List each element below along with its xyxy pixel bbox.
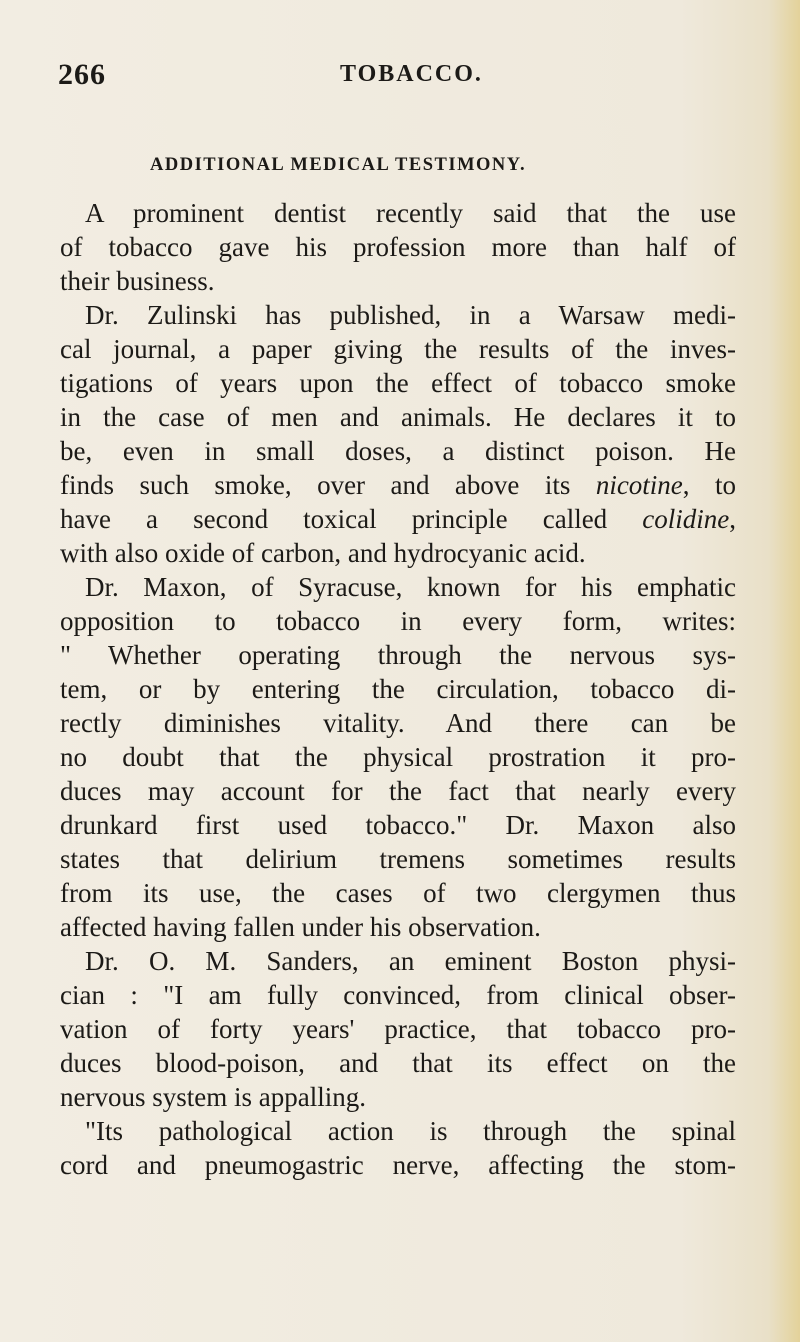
text-line: cord and pneumogastric nerve, affecting the stom-: [60, 1150, 736, 1180]
text-line: no doubt that the physical prostration it pro-: [60, 742, 736, 772]
text-line: finds such smoke, over and above its nicotine, to: [60, 470, 736, 500]
text-line: Dr. O. M. Sanders, an eminent Boston physi-: [85, 946, 736, 976]
text-line: be, even in small doses, a distinct poison. He: [60, 436, 736, 466]
page-number: 266: [58, 58, 106, 91]
italic-term: colidine: [642, 504, 730, 534]
text-line: nervous system is appalling.: [60, 1082, 366, 1112]
text-line: have a second toxical principle called colidine,: [60, 504, 736, 534]
text-line: drunkard first used tobacco." Dr. Maxon also: [60, 810, 736, 840]
text-line: states that delirium tremens sometimes results: [60, 844, 736, 874]
text-line: A prominent dentist recently said that the use: [85, 198, 736, 228]
italic-term: nicotine: [595, 470, 683, 500]
text-line: cal journal, a paper giving the results of the inves-: [60, 334, 736, 364]
text-line: tem, or by entering the circulation, tobacco di-: [60, 674, 736, 704]
text-line: with also oxide of carbon, and hydrocyanic acid.: [60, 538, 586, 568]
page-header: [58, 58, 738, 94]
text-line: vation of forty years' practice, that tobacco pro-: [60, 1014, 736, 1044]
running-head: TOBACCO.: [340, 61, 483, 87]
text-line: " Whether operating through the nervous sys-: [60, 640, 736, 670]
text-line: of tobacco gave his profession more than half of: [60, 232, 736, 262]
text-line: duces may account for the fact that nearly every: [60, 776, 736, 806]
text-line: from its use, the cases of two clergymen thus: [60, 878, 736, 908]
text-line: duces blood-poison, and that its effect on the: [60, 1048, 736, 1078]
text-line: Dr. Maxon, of Syracuse, known for his emphatic: [85, 572, 736, 602]
text-line: Dr. Zulinski has published, in a Warsaw medi-: [85, 300, 736, 330]
text-line: their business.: [60, 266, 215, 296]
text-line: "Its pathological action is through the spinal: [85, 1116, 736, 1146]
text-line: in the case of men and animals. He declares it to: [60, 402, 736, 432]
text-line: affected having fallen under his observation.: [60, 912, 541, 942]
text-line: tigations of years upon the effect of tobacco smoke: [60, 368, 736, 398]
text-line: cian : "I am fully convinced, from clinical obser-: [60, 980, 736, 1010]
section-title: ADDITIONAL MEDICAL TESTIMONY.: [150, 155, 527, 175]
text-line: rectly diminishes vitality. And there can be: [60, 708, 736, 738]
text-line: opposition to tobacco in every form, writes:: [60, 606, 736, 636]
